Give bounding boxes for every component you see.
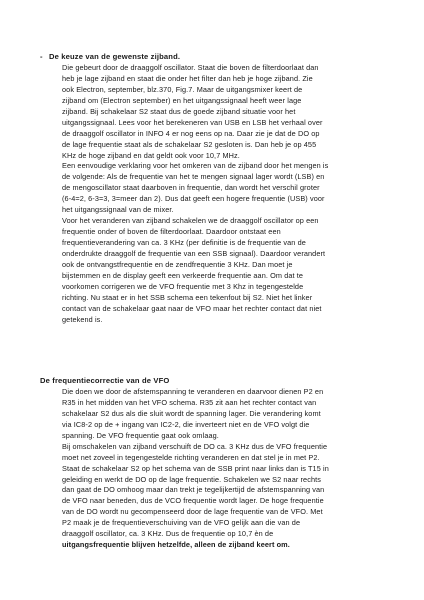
section-zijband-keuze [40,52,400,326]
text-line: de lage frequentie staat als de schakelaar S2 gesloten is. Dan heb je op 455 [62,139,317,149]
text-line: het uitgangssignaal van de mixer. [62,205,174,215]
text-line: spanning. De VFO frequentie gaat ook omlaag. [62,430,219,440]
section-body [62,387,400,551]
text-line: Een eenvoudige verklaring voor het omkeren van de zijband door het mengen is [62,161,329,171]
text-line: getekend is. [62,314,103,324]
text-line: richting. Nu staat er in het SSB schema een tekenfout bij S2. Niet het linker [62,292,313,302]
section-heading: De frequentiecorrectie van de VFO [40,376,170,385]
text-line: van de DO wordt nu gecompenseerd door de lage frequentie van de VFO. Met [62,507,323,517]
text-line: draaggolf oscillator, ca. 3 KHz. Dus de frequentie op 10,7 èn de [62,529,274,539]
text-line: zijband om (Electron september) en het uitgangssignaal heeft weer lage [62,95,302,105]
text-line: de VFO naar beneden, dus de VCO frequentie wordt lager. De hoge frequentie [62,496,324,506]
text-line: Die doen we door de afstemspanning te veranderen en daarvoor dienen P2 en [62,387,324,396]
text-line: frequentie onder of boven de filterdoorlaat. Daardoor ontstaat een [62,227,281,237]
text-line: geleiding en werkt de DO op de lage frequentie. Schakelen we S2 naar rechts [62,474,321,484]
text-line: bijstemmen en de display geeft een verkeerde frequentie aan. Om dat te [62,270,304,280]
text-line: onderdrukte draaggolf de frequentie van een SSB signaal). Daardoor verandert [62,248,326,258]
text-line: Staat de schakelaar S2 op het schema van de SSB print naar links dan is T15 in [62,463,329,473]
text-line: uitgangssignaal. Lees voor het berekeneren van USB en LSB het verhaal over [62,117,323,127]
text-line: Voor het veranderen van zijband schakelen we de draaggolf oscillator op een [62,216,319,226]
text-line: R35 in het midden van het VFO schema. R35 zit aan het rechter contact van [62,397,317,407]
text-line: zijband. Bij schakelaar S2 staat dus de goede zijband situatie voor het [62,106,296,116]
text-line: dan gaat de DO omhoog maar dan trekt je tegelijkertijd de afstemspanning van [62,485,325,495]
text-line: heb je lage zijband en staat die onder het filter dan heb je hoge zijband. Zie [62,73,313,83]
section-body [62,63,400,326]
section-heading [40,52,400,63]
text-line: uitgangsfrequentie blijven hetzelfde, alleen de zijband keert om. [62,540,290,550]
text-line: Bij omschakelen van zijband verschuift de DO ca. 3 KHz dus de VFO frequentie [62,441,328,451]
text-line: moet net zoveel in tegengestelde richting veranderen en dat stel je in met P2. [62,452,320,462]
text-line: de draaggolf oscillator in INFO 4 er nog eens op na. Daar zie je dat de DO op [62,128,320,138]
text-line: frequentieverandering van ca. 3 KHz (per definitie is de frequentie van de [62,238,306,247]
text-line: KHz de hoge zijband en dat geldt ook voor 10,7 MHz. [62,150,240,160]
text-line: P2 maak je de frequentieverschuiving van de VFO gelijk aan die van de [62,518,301,528]
text-line: de mengoscillator staat daarboven in frequentie, dan wordt het verschil groter [62,183,320,193]
text-line: ook de ontvangstfrequentie en de zendfrequentie 3 KHz. Dan moet je [62,259,293,269]
section-frequentiecorrectie [40,376,400,551]
text-line: Die gebeurt door de draaggolf oscillator. Staat die boven de filterdoorlaat dan [62,63,319,72]
text-line: schakelaar S2 dus als die sluit wordt de spanning lager. Die verandering komt [62,408,321,418]
bullet-dash: - [40,52,43,61]
text-line: voorkomen corrigeren we de VFO frequentie met 3 Khz in tegengestelde [62,281,304,291]
heading-text: De keuze van de gewenste zijband. [49,52,181,61]
text-line: (6-4=2, 6-3=3, 3=meer dan 2). Dus dat geeft een hogere frequentie (USB) voor [62,194,325,204]
text-line: contact van de schakelaar gaat naar de VFO maar het rechter contact dat niet [62,303,322,313]
text-line: ook Electron, september, blz.370, Fig.7. Maar de uitgangsmixer keert de [62,84,303,94]
text-line: de volgende: Als de frequentie van het te mengen signaal lager wordt (LSB) en [62,172,325,182]
text-line: via IC8-2 op de + ingang van IC2-2, die inverteert niet en de VFO volgt die [62,419,310,429]
